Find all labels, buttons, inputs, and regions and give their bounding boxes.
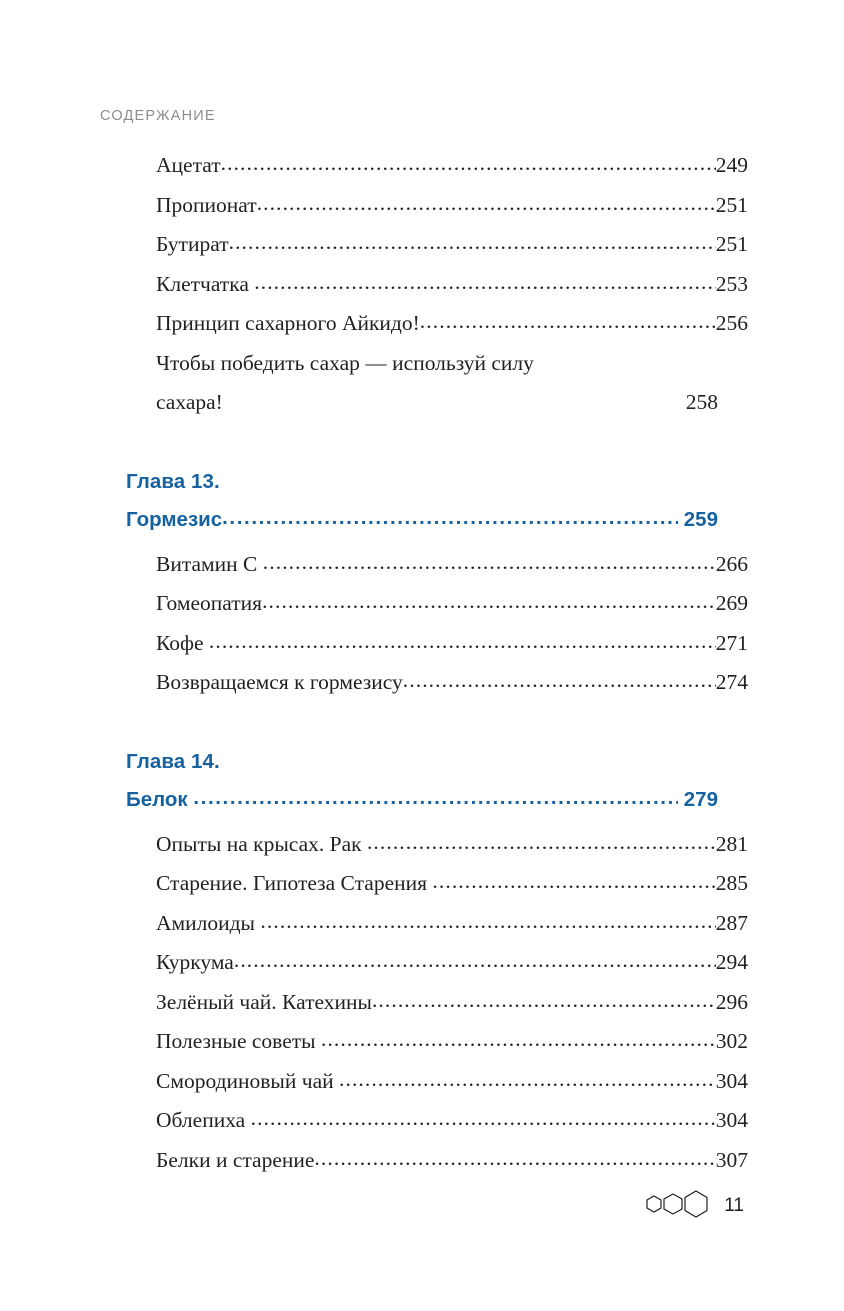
toc-entry-line2 — [156, 383, 718, 423]
toc-entry[interactable] — [126, 584, 748, 624]
toc-entry[interactable] — [126, 265, 748, 305]
dot-leader — [262, 582, 716, 622]
toc-entry[interactable] — [126, 1022, 748, 1062]
spacer — [126, 703, 718, 743]
dot-leader — [193, 779, 677, 817]
toc-entry-title: Принцип сахарного Айкидо! — [156, 311, 420, 335]
dot-leader — [254, 263, 716, 303]
toc-entry-title: Бутират — [156, 232, 229, 256]
toc-entry-title: Гомеопатия — [156, 591, 263, 615]
toc-entry-title-line1: Чтобы победить сахар — используй силу — [156, 350, 534, 375]
toc-entry-page: 287 — [715, 910, 748, 935]
toc-entry[interactable] — [126, 904, 748, 944]
dot-leader — [420, 302, 716, 342]
dot-leader — [263, 543, 716, 583]
toc-entry[interactable] — [126, 304, 748, 344]
toc-entry[interactable] — [126, 225, 748, 265]
toc-entry-title-line2: сахара! — [156, 390, 223, 414]
hexagon-ornament-icon — [642, 1188, 714, 1223]
dot-leader — [372, 981, 716, 1021]
chapter-label: Глава 13. — [126, 469, 220, 493]
toc-entry[interactable] — [126, 1062, 748, 1102]
toc-entry-page: 307 — [715, 1147, 748, 1172]
toc-entry-page: 258 — [685, 390, 718, 414]
dot-leader — [209, 622, 716, 662]
toc-entry-page: 249 — [715, 153, 748, 177]
toc-entry-page: 304 — [715, 1068, 748, 1093]
toc-entry-page: 266 — [715, 551, 748, 576]
chapter-title: Белок — [126, 787, 194, 811]
dot-leader — [403, 661, 716, 701]
toc-entry-wrapped[interactable] — [126, 344, 718, 423]
toc-entry[interactable] — [126, 943, 748, 983]
chapter-block-14[interactable] — [126, 743, 718, 819]
toc-entry[interactable] — [126, 146, 748, 186]
toc-entry-page: 251 — [715, 232, 748, 256]
toc-entry-title: Старение. Гипотеза Старения — [156, 871, 433, 895]
dot-leader — [221, 144, 716, 184]
dot-leader — [222, 499, 678, 537]
toc-entry[interactable] — [126, 864, 748, 904]
dot-leader — [432, 862, 715, 902]
toc-entry-title: Полезные советы — [156, 1029, 321, 1053]
toc-entry[interactable] — [126, 983, 748, 1023]
toc-entry-title: Амилоиды — [156, 910, 261, 935]
chapter-title-row[interactable] — [126, 781, 718, 819]
toc-entry-title: Белки и старение — [156, 1147, 315, 1172]
toc-entry-title: Смородиновый чай — [156, 1068, 339, 1093]
chapter-title-row[interactable] — [126, 501, 718, 539]
toc-entry-title: Опыты на крысах. Рак — [156, 831, 367, 856]
toc-entry-page: 271 — [715, 630, 748, 655]
toc-entry-page: 294 — [715, 950, 748, 974]
chapter-page: 279 — [683, 787, 718, 811]
toc-entry-page: 269 — [715, 591, 748, 615]
chapter-label: Глава 14. — [126, 749, 220, 773]
toc-entry-title: Возвращаемся к гормезису — [156, 670, 403, 694]
dot-leader — [321, 1020, 716, 1060]
spacer — [126, 423, 718, 463]
dot-leader — [314, 1139, 715, 1179]
toc-entry-page: 253 — [715, 271, 748, 296]
table-of-contents — [126, 146, 748, 1180]
toc-entry[interactable] — [126, 1141, 748, 1181]
toc-entry-title: Ацетат — [156, 153, 221, 177]
toc-entry-page: 274 — [715, 670, 748, 694]
dot-leader — [234, 941, 716, 981]
toc-entry-title: Клетчатка — [156, 271, 255, 296]
toc-entry-title: Кофе — [156, 630, 209, 655]
toc-entry-title: Куркума — [156, 950, 234, 974]
toc-entry[interactable] — [126, 663, 748, 703]
running-head: СОДЕРЖАНИЕ — [100, 108, 216, 124]
toc-entry-page: 256 — [715, 311, 748, 335]
toc-entry[interactable] — [126, 825, 748, 865]
page-footer — [642, 1188, 744, 1223]
toc-entry-page: 281 — [715, 831, 748, 856]
toc-entry[interactable] — [126, 545, 748, 585]
toc-entry-page: 285 — [715, 871, 748, 895]
dot-leader — [339, 1060, 716, 1100]
toc-entry-page: 302 — [715, 1029, 748, 1053]
toc-entry-title: Пропионат — [156, 192, 257, 217]
chapter-page: 259 — [683, 507, 718, 531]
dot-leader — [251, 1099, 716, 1139]
toc-entry-title: Облепиха — [156, 1108, 251, 1132]
chapter-title: Гормезис — [126, 507, 223, 531]
page-number: 11 — [724, 1194, 744, 1216]
toc-entry[interactable] — [126, 1101, 748, 1141]
toc-entry-page: 304 — [715, 1108, 748, 1132]
chapter-block-13[interactable] — [126, 463, 718, 539]
dot-leader — [229, 223, 716, 263]
dot-leader — [260, 902, 715, 942]
toc-entry-page: 296 — [715, 989, 748, 1014]
toc-entry-page: 251 — [715, 192, 748, 217]
toc-entry-title: Витамин C — [156, 551, 263, 576]
toc-entry-title: Зелёный чай. Катехины — [156, 989, 372, 1014]
toc-entry[interactable] — [126, 186, 748, 226]
dot-leader — [257, 184, 716, 224]
toc-entry[interactable] — [126, 624, 748, 664]
dot-leader — [367, 823, 716, 863]
